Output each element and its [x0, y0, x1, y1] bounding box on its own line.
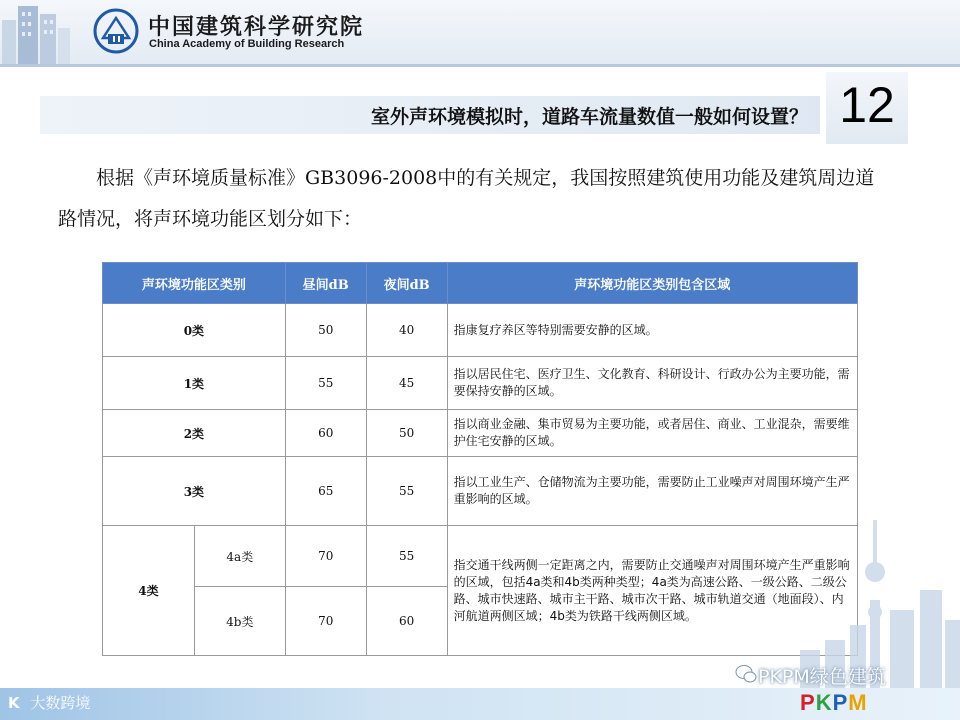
question-number: 12: [839, 77, 895, 133]
table-header-row: [103, 263, 858, 304]
description-cell: 指以商业金融、集市贸易为主要功能，或者居住、商业、工业混杂，需要维护住宅安静的区域。: [447, 410, 857, 457]
day-db-cell: 70: [285, 526, 366, 587]
night-db-cell: 55: [366, 526, 447, 587]
pkpm-letter: M: [848, 690, 868, 715]
watermark-logo-icon: K: [8, 694, 20, 712]
pkpm-letter: P: [832, 690, 849, 715]
night-db-cell: 60: [366, 587, 447, 656]
question-title: 室外声环境模拟时，道路车流量数值一般如何设置？: [370, 106, 808, 128]
table-header-cell: 声环境功能区类别: [103, 263, 286, 304]
pkpm-letter: P: [800, 690, 816, 715]
question-number-box: [826, 72, 908, 144]
day-db-cell: 70: [285, 587, 366, 656]
watermark-left-text: 大数跨境: [30, 694, 91, 712]
watermark-left: [8, 692, 90, 713]
pkpm-letter: K: [815, 690, 833, 715]
wechat-icon: [735, 664, 757, 684]
header-divider: [0, 64, 960, 67]
day-db-cell: 55: [285, 357, 366, 410]
category-cell: 2类: [103, 410, 286, 457]
intro-paragraph: 根据《声环境质量标准》GB3096-2008中的有关规定，我国按照建筑使用功能及建筑周边道路情况，将声环境功能区划分如下：: [58, 167, 875, 230]
description-cell: 指以居民住宅、医疗卫生、文化教育、科研设计、行政办公为主要功能，需要保持安静的区域。: [447, 357, 857, 410]
table-row: [103, 304, 858, 357]
header-band: [0, 0, 960, 64]
table-header-cell: 声环境功能区类别包含区域: [447, 263, 857, 304]
day-db-cell: 50: [285, 304, 366, 357]
night-db-cell: 50: [366, 410, 447, 457]
subcategory-cell: 4b类: [194, 587, 285, 656]
description-cell: 指以工业生产、仓储物流为主要功能，需要防止工业噪声对周围环境产生严重影响的区域。: [447, 457, 857, 526]
day-db-cell: 65: [285, 457, 366, 526]
category-cell: 3类: [103, 457, 286, 526]
table-row: [103, 410, 858, 457]
night-db-cell: 55: [366, 457, 447, 526]
table-header-cell: 昼间dB: [285, 263, 366, 304]
category-cell: 0类: [103, 304, 286, 357]
night-db-cell: 40: [366, 304, 447, 357]
description-cell: 指康复疗养区等特别需要安静的区域。: [447, 304, 857, 357]
subcategory-cell: 4a类: [194, 526, 285, 587]
question-bar: [40, 96, 820, 134]
table-row: [103, 357, 858, 410]
watermark-right-text: PKPM绿色建筑: [758, 666, 886, 688]
table-header-cell: 夜间dB: [366, 263, 447, 304]
day-db-cell: 60: [285, 410, 366, 457]
description-cell: 指交通干线两侧一定距离之内，需要防止交通噪声对周围环境产生严重影响的区域，包括4a类和4b类两种类型；4a类为高速公路、一级公路、二级公路、城市快速路、城市主干路、城市次干路、城市轨道交通（地面段）、内河航道两侧区域；4b类为铁路干线两侧区域。: [447, 526, 857, 656]
org-name-english: China Academy of Building Research: [149, 38, 345, 50]
building-graphic-icon: [0, 0, 70, 64]
org-name-chinese: 中国建筑科学研究院: [148, 14, 365, 40]
pkpm-logo: [800, 690, 868, 716]
category-cell: 1类: [103, 357, 286, 410]
night-db-cell: 45: [366, 357, 447, 410]
category-cell: 4类: [103, 526, 195, 656]
cabr-logo-icon: [93, 8, 139, 54]
